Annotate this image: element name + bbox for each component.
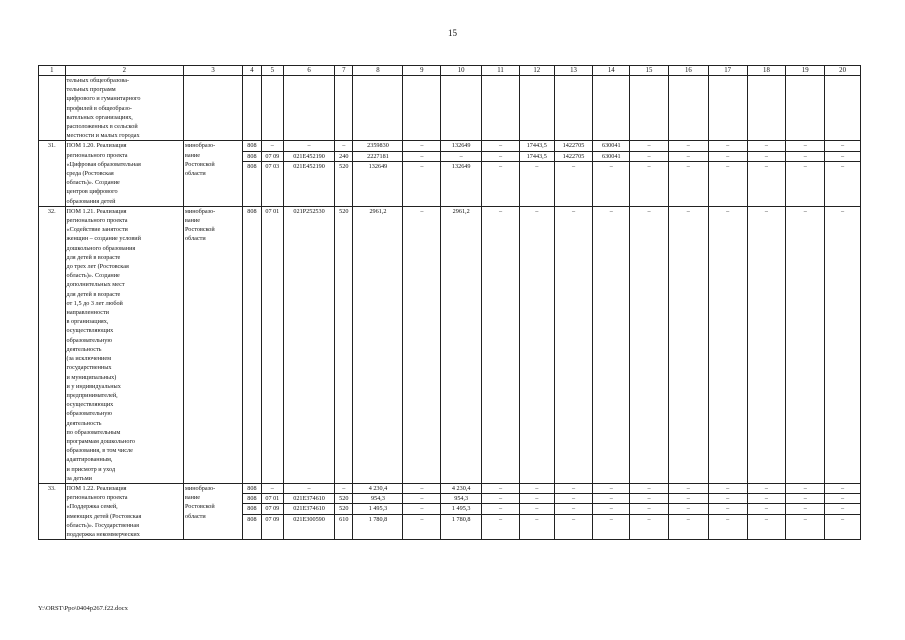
cell-value: – (748, 503, 786, 513)
cell-value: – (669, 151, 708, 161)
cell-value: 021E452190 (284, 151, 334, 161)
value-cell (708, 483, 747, 539)
value-cell (554, 206, 593, 483)
value-cell (825, 483, 861, 539)
value-cell (668, 206, 708, 483)
column-header: 5 (261, 66, 283, 76)
cell-value: 2359830 (367, 142, 389, 150)
value-cell (284, 141, 335, 206)
cell-value: – (307, 484, 311, 492)
cell-value: – (647, 207, 651, 215)
value-cell (243, 483, 261, 539)
cell-value: – (482, 493, 519, 503)
cell-value: – (841, 207, 845, 215)
cell-value: – (709, 161, 747, 171)
cell-value: 021E300590 (284, 514, 334, 524)
measure-description: тельных общеобразова- тельных программ цифрового и гуманитарного профилей в общеобразо- вательных организациях, расположенных в сельской местности и малых городах (65, 76, 183, 141)
value-cell (593, 483, 630, 539)
cell-value: – (803, 207, 807, 215)
cell-value: – (535, 484, 539, 492)
cell-value: – (841, 142, 845, 150)
column-header: 4 (243, 66, 261, 76)
cell-value: – (420, 142, 424, 150)
column-header: 20 (825, 66, 861, 76)
cell-value: – (748, 161, 786, 171)
value-cell (747, 76, 786, 141)
row-number: 31. (39, 141, 66, 206)
value-cell (403, 141, 441, 206)
cell-value: – (593, 503, 629, 513)
cell-value: – (571, 484, 576, 492)
value-cell (593, 141, 630, 206)
cell-value: – (726, 142, 730, 150)
cell-value: – (482, 514, 519, 524)
column-header: 19 (786, 66, 825, 76)
cell-value: 1 495,3 (441, 503, 481, 513)
cell-value: – (555, 493, 593, 503)
value-cell (441, 206, 482, 483)
value-cell (353, 483, 403, 539)
column-header: 13 (554, 66, 593, 76)
cell-value: – (630, 493, 668, 503)
cell-value: 954,3 (441, 493, 481, 503)
value-cell (441, 141, 482, 206)
cell-value: 1 780,8 (441, 514, 481, 524)
cell-value: 4 230,4 (368, 484, 388, 492)
value-cell (519, 206, 554, 483)
column-header: 15 (630, 66, 669, 76)
cell-value: – (630, 161, 668, 171)
value-cell (668, 76, 708, 141)
cell-value: – (403, 514, 440, 524)
cell-value: – (786, 493, 824, 503)
column-header: 9 (403, 66, 441, 76)
value-cell (747, 141, 786, 206)
cell-value: – (498, 484, 503, 492)
cell-value: – (669, 493, 708, 503)
cell-value: 021E452190 (284, 161, 334, 171)
cell-value: 610 (335, 514, 352, 524)
row-number: 32. (39, 206, 66, 483)
cell-value: – (270, 484, 274, 492)
value-cell (668, 483, 708, 539)
column-header: 3 (183, 66, 242, 76)
value-cell (825, 76, 861, 141)
value-cell (825, 206, 861, 483)
cell-value: – (535, 207, 539, 215)
cell-value: 2227181 (353, 151, 402, 161)
value-cell (786, 141, 825, 206)
cell-value: – (403, 493, 440, 503)
value-cell (335, 483, 353, 539)
cell-value: – (748, 514, 786, 524)
cell-value: 021P252530 (293, 207, 325, 215)
cell-value: 07 01 (265, 207, 280, 215)
cell-value: – (764, 484, 768, 492)
cell-value: 520 (335, 503, 352, 513)
cell-value: – (403, 151, 440, 161)
value-cell (482, 76, 520, 141)
cell-value: 630041 (601, 142, 621, 150)
cell-value: – (342, 142, 346, 150)
row-number (39, 76, 66, 141)
value-cell (519, 76, 554, 141)
measure-description: ПОМ 1.22. Реализация регионального проекта «Поддержка семей, имеющих детей (Ростовская область)». Государственная поддержка некоммерческих (65, 483, 183, 539)
cell-value: – (498, 207, 503, 215)
cell-value: – (630, 514, 668, 524)
cell-value: 954,3 (353, 493, 402, 503)
cell-value: – (482, 161, 519, 171)
cell-value: – (825, 514, 860, 524)
cell-value: 17443,5 (526, 142, 547, 150)
cell-value: 07 01 (262, 493, 283, 503)
value-cell (261, 483, 283, 539)
cell-value: – (748, 493, 786, 503)
measure-description: ПОМ 1.21. Реализация регионального проекта «Содействие занятости женщин – создание условий дошкольного образования для детей в возрасте до трех лет (Ростовская область)». Создание дополнительных мест для детей в возрасте от 1,5 до 3 лет любой направленности в организациях, осуществляющих образовательную деятельность (за исключением государственных и муниципальных) и у индивидуальных предпринимателей, осуществляющих образовательную деятельность по образовательным программам дошкольного образования, в том числе адаптированным, и присмотр и уход за детьми (65, 206, 183, 483)
table-row (39, 483, 861, 539)
cell-value: 1 495,3 (353, 503, 402, 513)
cell-value: – (520, 161, 554, 171)
value-cell (284, 76, 335, 141)
value-cell (441, 483, 482, 539)
value-cell (747, 483, 786, 539)
file-path: Y:\ORST\Ppo\0404p267.f22.docx (38, 605, 128, 612)
cell-value: – (686, 207, 690, 215)
cell-value: – (647, 484, 651, 492)
value-cell (353, 206, 403, 483)
value-cell (519, 483, 554, 539)
cell-value: – (825, 151, 860, 161)
cell-value: 808 (247, 484, 257, 492)
value-cell (482, 141, 520, 206)
cell-value: – (803, 484, 807, 492)
value-cell (630, 206, 669, 483)
executor: минобразо- вание Ростовской области (183, 483, 242, 539)
cell-value: – (786, 161, 824, 171)
cell-value: – (342, 484, 346, 492)
column-header: 8 (353, 66, 403, 76)
cell-value: 2961,2 (369, 207, 387, 215)
value-cell (630, 141, 669, 206)
cell-value: – (520, 514, 554, 524)
cell-value: – (593, 161, 629, 171)
cell-value: 132649 (451, 142, 471, 150)
cell-value: – (571, 207, 576, 215)
cell-value: 1422705 (562, 142, 585, 150)
cell-value: – (609, 207, 613, 215)
cell-value: – (669, 503, 708, 513)
value-cell (353, 141, 403, 206)
cell-value: – (630, 503, 668, 513)
cell-value: – (825, 493, 860, 503)
value-cell (284, 206, 335, 483)
value-cell (243, 141, 261, 206)
value-cell (335, 141, 353, 206)
cell-value: – (825, 503, 860, 513)
value-cell (353, 76, 403, 141)
cell-value: – (709, 151, 747, 161)
column-header: 6 (284, 66, 335, 76)
cell-value: 808 (243, 514, 260, 524)
cell-value: – (307, 142, 311, 150)
value-cell (554, 141, 593, 206)
value-cell (284, 483, 335, 539)
value-cell (261, 141, 283, 206)
value-cell (786, 76, 825, 141)
cell-value: – (403, 161, 440, 171)
cell-value: – (786, 151, 824, 161)
value-cell (403, 206, 441, 483)
cell-value: 630041 (593, 151, 629, 161)
cell-value: – (593, 514, 629, 524)
cell-value: – (669, 161, 708, 171)
cell-value: 808 (243, 493, 260, 503)
cell-value: – (709, 493, 747, 503)
cell-value: – (748, 151, 786, 161)
cell-value: – (647, 142, 651, 150)
measure-description: ПОМ 1.20. Реализация регионального проекта «Цифровая образовательная среда (Ростовская область)». Создание центров цифрового образования детей (65, 141, 183, 206)
cell-value: 021E374610 (284, 493, 334, 503)
cell-value: – (825, 161, 860, 171)
executor: минобразо- вание Ростовской области (183, 141, 242, 206)
row-number: 33. (39, 483, 66, 539)
value-cell (668, 141, 708, 206)
cell-value: 808 (243, 161, 260, 171)
value-cell (261, 206, 283, 483)
value-cell (630, 483, 669, 539)
column-header: 10 (441, 66, 482, 76)
cell-value: 520 (335, 493, 352, 503)
value-cell (708, 76, 747, 141)
cell-value: 808 (247, 142, 257, 150)
cell-value: – (669, 514, 708, 524)
cell-value: – (803, 142, 807, 150)
cell-value: 808 (247, 207, 257, 215)
value-cell (747, 206, 786, 483)
cell-value: – (764, 207, 768, 215)
value-cell (786, 483, 825, 539)
column-header: 16 (668, 66, 708, 76)
cell-value: 07 09 (262, 514, 283, 524)
budget-table (38, 65, 861, 540)
cell-value: – (403, 503, 440, 513)
value-cell (243, 206, 261, 483)
cell-value: – (786, 503, 824, 513)
column-header: 14 (593, 66, 630, 76)
cell-value: 1 780,8 (353, 514, 402, 524)
value-cell (335, 76, 353, 141)
value-cell (243, 76, 261, 141)
value-cell (554, 76, 593, 141)
cell-value: – (270, 142, 274, 150)
executor: минобразо- вание Ростовской области (183, 206, 242, 483)
cell-value: – (555, 161, 593, 171)
cell-value: 17443,5 (520, 151, 554, 161)
cell-value: 07 09 (262, 503, 283, 513)
header-row (39, 66, 861, 76)
value-cell (482, 483, 520, 539)
executor (183, 76, 242, 141)
cell-value: – (593, 493, 629, 503)
column-header: 12 (519, 66, 554, 76)
cell-value: – (441, 151, 481, 161)
cell-value: – (709, 503, 747, 513)
cell-value: – (764, 142, 768, 150)
cell-value: – (482, 151, 519, 161)
cell-value: 520 (335, 161, 352, 171)
cell-value: – (841, 484, 845, 492)
cell-value: – (709, 514, 747, 524)
value-cell (593, 76, 630, 141)
value-cell (825, 141, 861, 206)
value-cell (261, 76, 283, 141)
cell-value: 07 09 (262, 151, 283, 161)
value-cell (630, 76, 669, 141)
cell-value: 808 (243, 503, 260, 513)
cell-value: 520 (339, 207, 349, 215)
column-header: 18 (747, 66, 786, 76)
cell-value: – (555, 503, 593, 513)
value-cell (786, 206, 825, 483)
cell-value: 240 (335, 151, 352, 161)
table-row (39, 76, 861, 141)
column-header: 11 (482, 66, 520, 76)
value-cell (335, 206, 353, 483)
table-row (39, 206, 861, 483)
cell-value: – (555, 514, 593, 524)
cell-value: – (630, 151, 668, 161)
cell-value: 132649 (353, 161, 402, 171)
cell-value: 808 (243, 151, 260, 161)
value-cell (554, 483, 593, 539)
value-cell (403, 76, 441, 141)
value-cell (403, 483, 441, 539)
column-header: 17 (708, 66, 747, 76)
table-row (39, 141, 861, 206)
cell-value: – (420, 207, 424, 215)
cell-value: 07 03 (262, 161, 283, 171)
page-number: 15 (448, 28, 457, 38)
cell-value: – (686, 484, 690, 492)
cell-value: – (482, 503, 519, 513)
cell-value: – (786, 514, 824, 524)
cell-value: 132649 (441, 161, 481, 171)
value-cell (708, 206, 747, 483)
value-cell (482, 206, 520, 483)
value-cell (519, 141, 554, 206)
cell-value: – (498, 142, 503, 150)
cell-value: – (520, 493, 554, 503)
cell-value: 4 230,4 (451, 484, 471, 492)
cell-value: – (726, 484, 730, 492)
column-header: 1 (39, 66, 66, 76)
column-header: 7 (335, 66, 353, 76)
cell-value: – (520, 503, 554, 513)
cell-value: – (420, 484, 424, 492)
cell-value: – (726, 207, 730, 215)
cell-value: – (686, 142, 690, 150)
cell-value: 1422705 (555, 151, 593, 161)
column-header: 2 (65, 66, 183, 76)
value-cell (441, 76, 482, 141)
cell-value: 2961,2 (452, 207, 470, 215)
cell-value: – (609, 484, 613, 492)
value-cell (593, 206, 630, 483)
value-cell (708, 141, 747, 206)
cell-value: 021E374610 (284, 503, 334, 513)
